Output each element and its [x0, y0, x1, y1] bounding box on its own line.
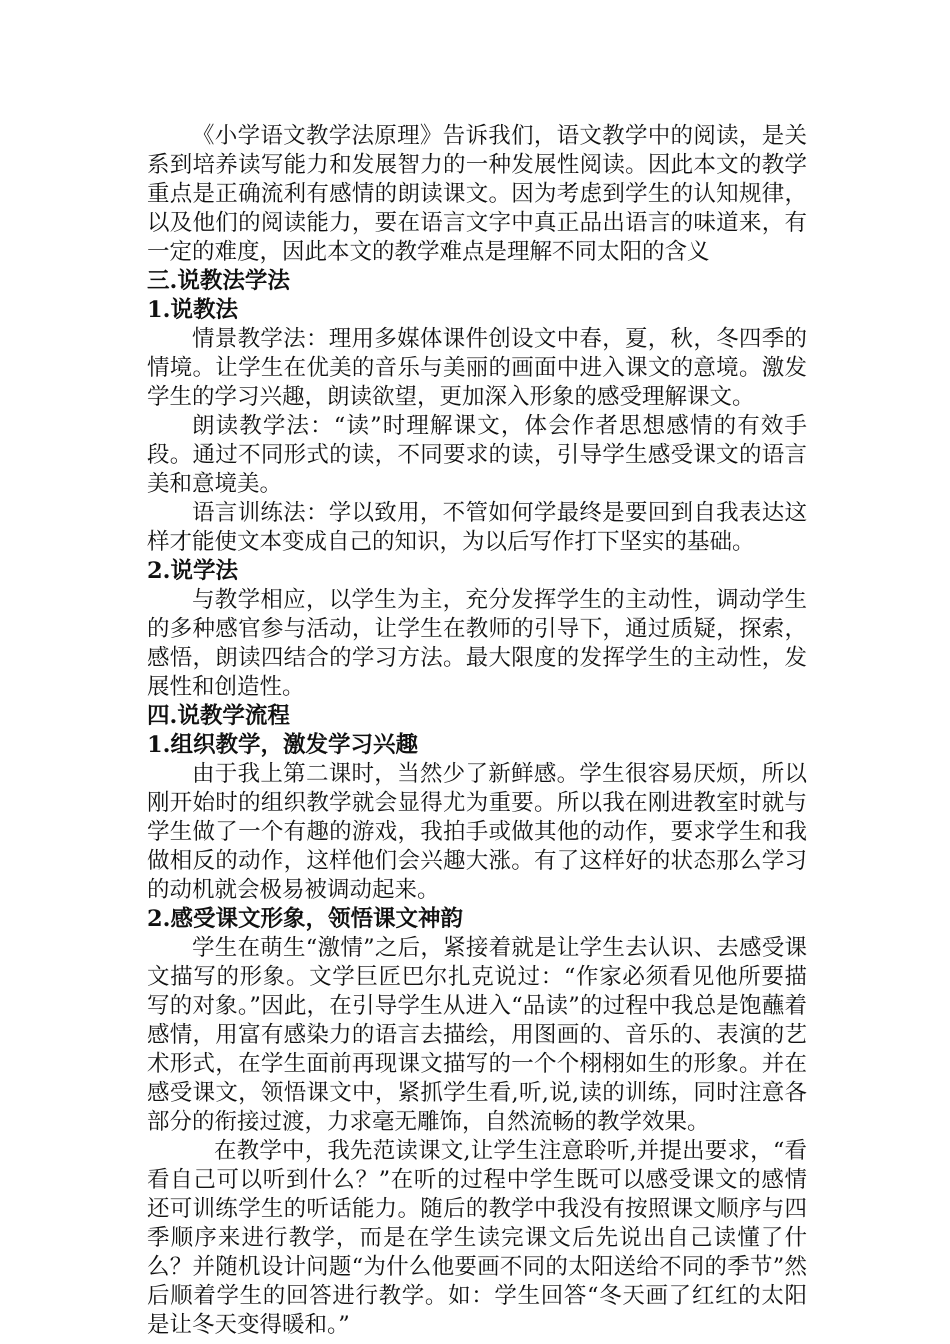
- heading-teaching-methods: 1.说教法: [147, 297, 238, 323]
- heading-section-4: 四.说教学流程: [147, 703, 290, 729]
- paragraph-language-training: 语言训练法：学以致用，不管如何学最终是要回到自我表达这样才能使文本变成自己的知识，为以后写作打下坚实的基础。: [147, 500, 807, 555]
- paragraph-teaching-process: 在教学中，我先范读课文,让学生注意聆听,并提出要求，“看看自己可以听到什么？”在听的过程中学生既可以感受课文的感情还可训练学生的听话能力。随后的教学中我没有按照课文顺序与四季顺序来进行教学，而是在学生读完课文后先说出自己读懂了什么？并随机设计问题“为什么他要画不同的太阳送给不同的季节”然后顺着学生的回答进行教学。如：学生回答“冬天画了红红的太阳是让冬天变得暖和。”: [147, 1138, 807, 1338]
- heading-section-3: 三.说教法学法: [147, 268, 290, 294]
- paragraph-intro: 《小学语文教学法原理》告诉我们，语文教学中的阅读，是关系到培养读写能力和发展智力的一种发展性阅读。因此本文的教学重点是正确流利有感情的朗读课文。因为考虑到学生的认知规律，以及他们的阅读能力，要在语言文字中真正品出语言的味道来，有一定的难度，因此本文的教学难点是理解不同太阳的含义: [147, 123, 807, 265]
- heading-learning-methods: 2.说学法: [147, 558, 238, 584]
- heading-organize-teaching: 1.组织教学，激发学习兴趣: [147, 732, 418, 758]
- paragraph-situational-method: 情景教学法：理用多媒体课件创设文中春，夏，秋，冬四季的情境。让学生在优美的音乐与美丽的画面中进入课文的意境。激发学生的学习兴趣，朗读欲望，更加深入形象的感受理解课文。: [147, 326, 807, 410]
- paragraph-learning-methods: 与教学相应，以学生为主，充分发挥学生的主动性，调动学生的多种感官参与活动，让学生在教师的引导下，通过质疑，探索，感悟，朗读四结合的学习方法。最大限度的发挥学生的主动性，发展性和创造性。: [147, 587, 807, 700]
- document-body: [147, 122, 807, 1340]
- paragraph-feel-text-image: 学生在萌生“激情”之后，紧接着就是让学生去认识、去感受课文描写的形象。文学巨匠巴尔扎克说过：“作家必须看见他所要描写的对象。”因此，在引导学生从进入“品读”的过程中我总是饱蘸着感情，用富有感染力的语言去描绘，用图画的、音乐的、表演的艺术形式，在学生面前再现课文描写的一个个栩栩如生的形象。并在感受课文，领悟课文中，紧抓学生看,听,说,读的训练，同时注意各部分的衔接过渡，力求毫无雕饰，自然流畅的教学效果。: [147, 935, 807, 1135]
- heading-feel-text-image: 2.感受课文形象，领悟课文神韵: [147, 906, 463, 932]
- paragraph-reading-method: 朗读教学法：“读”时理解课文，体会作者思想感情的有效手段。通过不同形式的读，不同要求的读，引导学生感受课文的语言美和意境美。: [147, 413, 807, 497]
- paragraph-organize-teaching: 由于我上第二课时，当然少了新鲜感。学生很容易厌烦，所以刚开始时的组织教学就会显得尤为重要。所以我在刚进教室时就与学生做了一个有趣的游戏，我拍手或做其他的动作，要求学生和我做相反的动作，这样他们会兴趣大涨。有了这样好的状态那么学习的动机就会极易被调动起来。: [147, 761, 807, 903]
